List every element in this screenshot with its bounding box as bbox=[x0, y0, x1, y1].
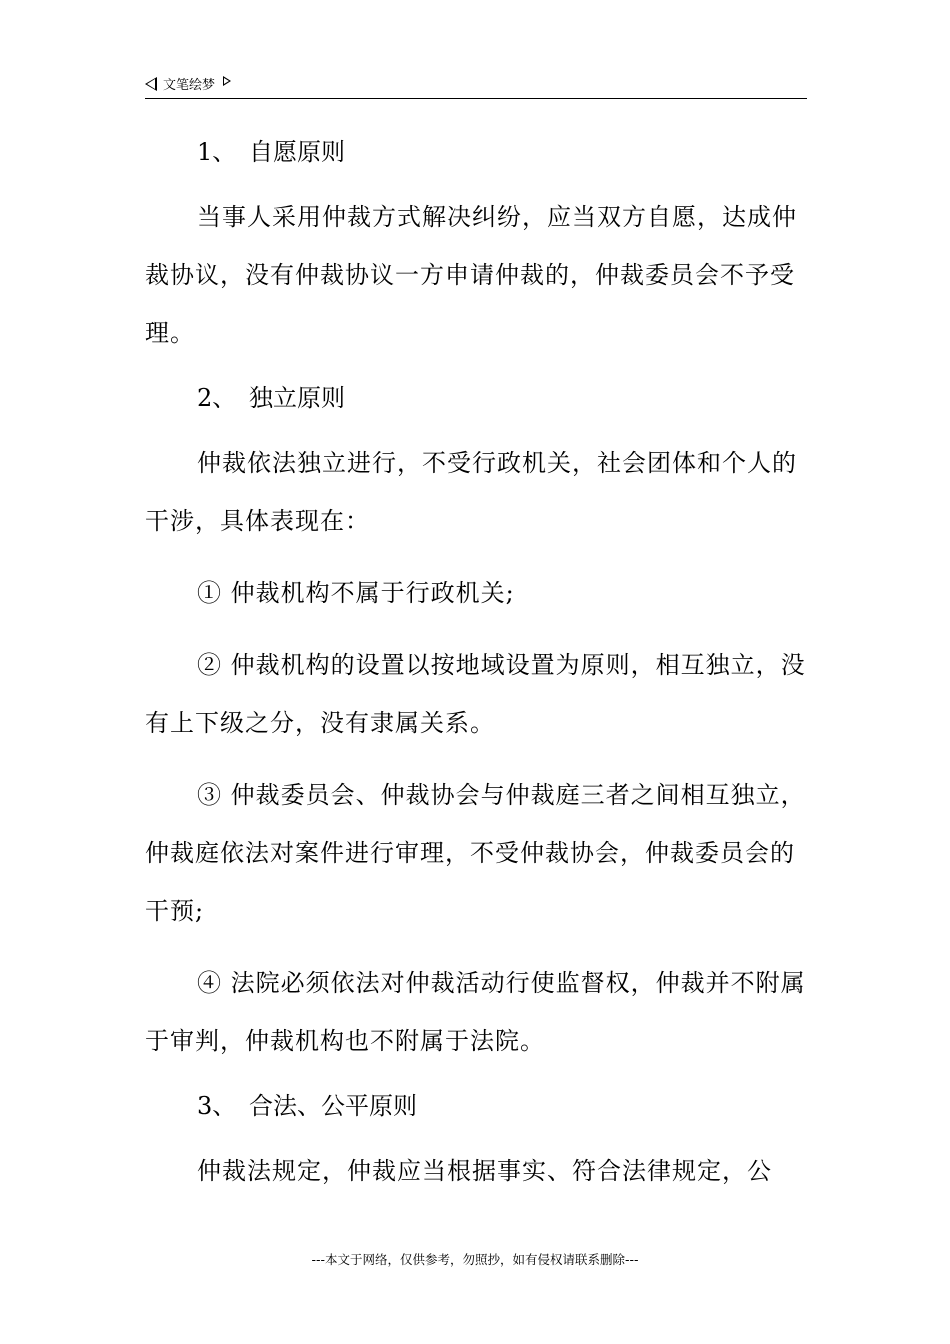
triangle-left-icon bbox=[145, 77, 157, 91]
triangle-right-icon bbox=[223, 76, 231, 86]
paragraph: 仲裁法规定，仲裁应当根据事实、符合法律规定，公 bbox=[197, 1157, 772, 1185]
paragraph: 仲裁依法独立进行，不受行政机关，社会团体和个人的干涉，具体表现在： bbox=[145, 449, 797, 535]
header-brand bbox=[145, 74, 231, 93]
paragraph: 当事人采用仲裁方式解决纠纷，应当双方自愿，达成仲裁协议，没有仲裁协议一方申请仲裁的，仲裁委员会不予受理。 bbox=[145, 203, 797, 347]
section-heading-2 bbox=[145, 376, 810, 420]
list-item: ① 仲裁机构不属于行政机关; bbox=[197, 579, 515, 607]
section-heading-3 bbox=[145, 1084, 810, 1128]
page-header bbox=[145, 72, 807, 99]
heading-title: 合法、公平原则 bbox=[249, 1092, 417, 1120]
footer-notice: ---本文于网络，仅供参考，勿照抄，如有侵权请联系删除--- bbox=[311, 1252, 639, 1267]
heading-title: 独立原则 bbox=[249, 384, 345, 412]
brand-name: 文笔绘梦 bbox=[163, 78, 216, 93]
list-item: ③ 仲裁委员会、仲裁协会与仲裁庭三者之间相互独立，仲裁庭依法对案件进行审理，不受仲裁协会，仲裁委员会的干预; bbox=[145, 781, 806, 925]
heading-number: 2、 bbox=[197, 384, 237, 412]
document-body bbox=[145, 130, 810, 1214]
list-item: ④ 法院必须依法对仲裁活动行使监督权，仲裁并不附属于审判，仲裁机构也不附属于法院。 bbox=[145, 969, 806, 1055]
heading-number: 3、 bbox=[197, 1092, 237, 1120]
heading-title: 自愿原则 bbox=[249, 138, 345, 166]
heading-number: 1、 bbox=[197, 138, 237, 166]
list-item: ② 仲裁机构的设置以按地域设置为原则，相互独立，没有上下级之分，没有隶属关系。 bbox=[145, 651, 806, 737]
section-heading-1 bbox=[145, 130, 810, 174]
